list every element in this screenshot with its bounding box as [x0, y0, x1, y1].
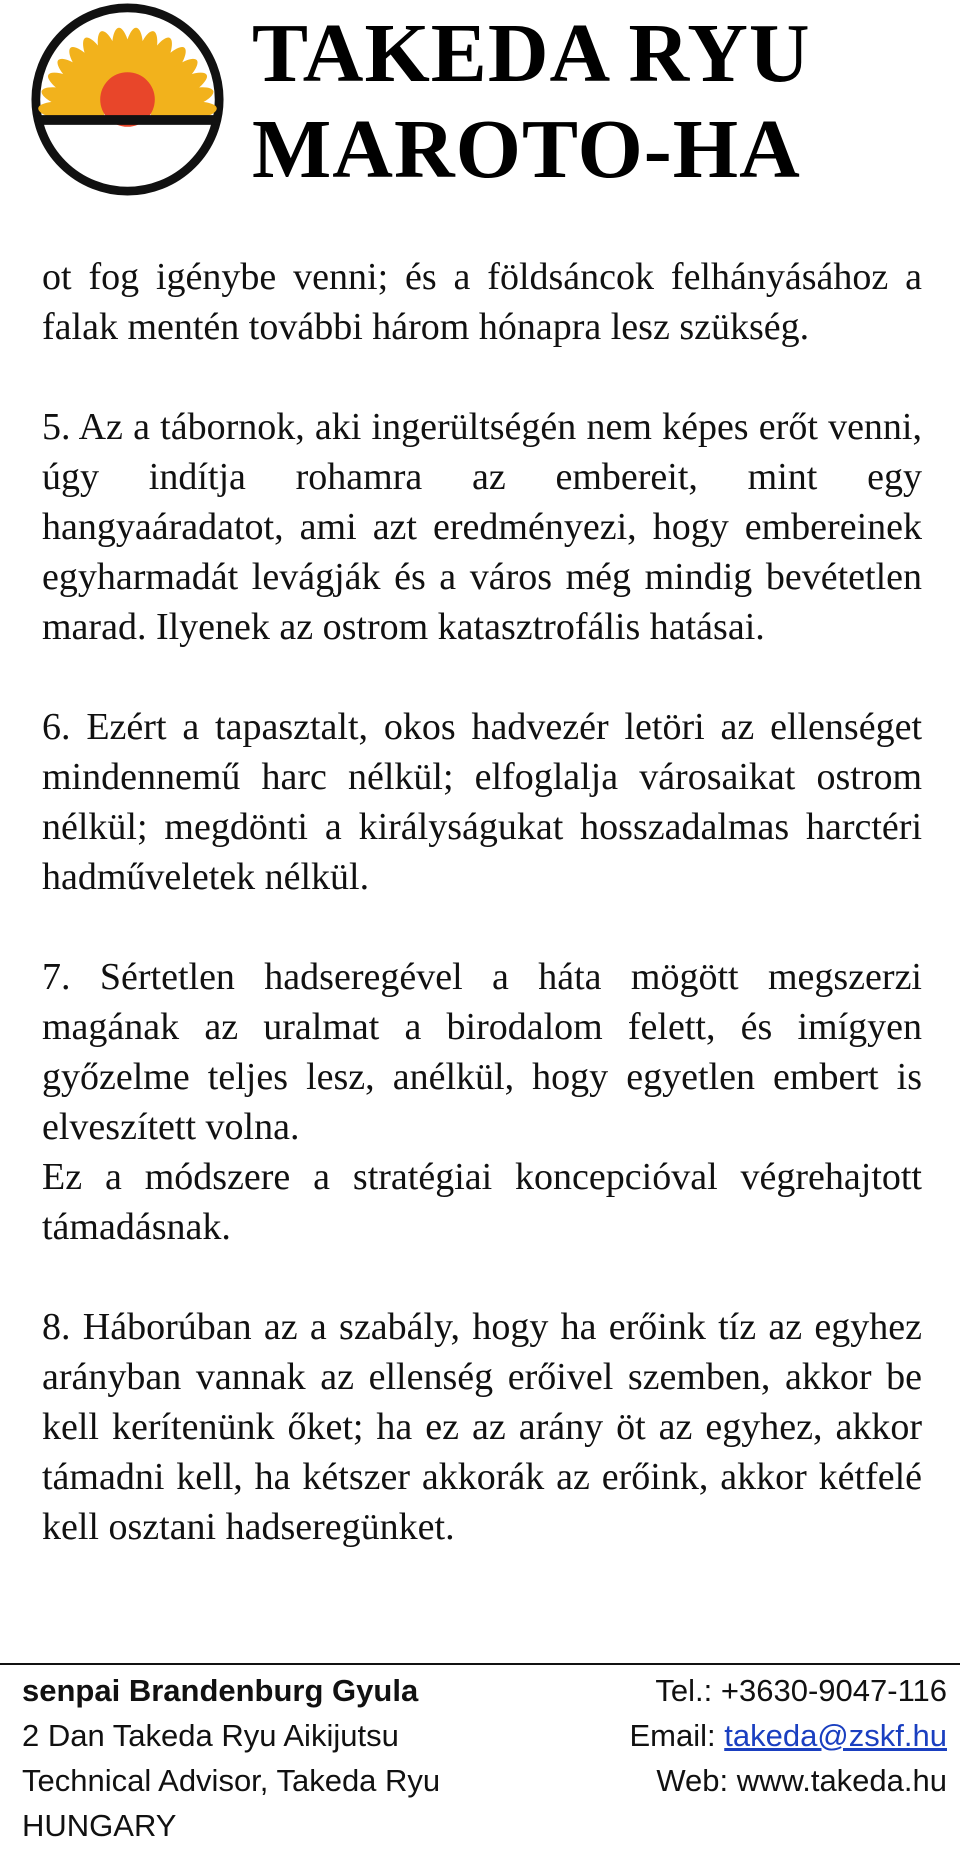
- paragraph-intro: ot fog igénybe venni; és a földsáncok felhányásához a falak mentén további három hónapra lesz szükség.: [42, 256, 922, 348]
- footer-contact-person: [22, 1668, 440, 1848]
- paragraph-5: 5. Az a tábornok, aki ingerültségén nem képes erőt venni, úgy indítja rohamra az embereit, mint egy hangyaáradatot, ami azt eredményezi, hogy embereinek egyharmadát levágják és a város még mindig bevétetlen marad. Ilyenek az ostrom katasztrofális hatásai.: [42, 406, 922, 648]
- footer-email-link[interactable]: takeda@zskf.hu: [724, 1718, 947, 1753]
- footer-contact-details: [629, 1668, 947, 1803]
- page-header: [0, 0, 960, 210]
- footer-country: HUNGARY: [22, 1808, 177, 1843]
- footer-email-row: [629, 1713, 947, 1758]
- paragraph-7: 7. Sértetlen hadseregével a háta mögött megszerzi magának az uralmat a birodalom felett, és imígyen győzelme teljes lesz, anélkül, hogy egyetlen embert is elveszített volna.: [42, 956, 922, 1148]
- title-line-1: TAKEDA RYU: [252, 7, 811, 100]
- page-title: [252, 6, 811, 198]
- footer-tel: Tel.: +3630-9047-116: [655, 1673, 947, 1708]
- title-line-2: MAROTO-HA: [252, 103, 801, 196]
- chrysanthemum-sun-logo-icon: [30, 2, 225, 197]
- footer-rank: 2 Dan Takeda Ryu Aikijutsu: [22, 1718, 399, 1753]
- paragraph-6: 6. Ezért a tapasztalt, okos hadvezér letöri az ellenséget mindennemű harc nélkül; elfoglalja városaikat ostrom nélkül; megdönti a királyságukat hosszadalmas harctéri hadműveletek nélkül.: [42, 706, 922, 898]
- paragraph-8: 8. Háborúban az a szabály, hogy ha erőink tíz az egyhez arányban vannak az ellenség erőivel szemben, akkor be kell kerítenünk őket; ha ez az arány öt az egyhez, akkor támadni kell, ha kétszer akkorák az erőink, akkor kétfelé kell osztani hadseregünket.: [42, 1306, 922, 1548]
- footer-divider: [0, 1663, 960, 1665]
- footer-web[interactable]: Web: www.takeda.hu: [656, 1763, 947, 1798]
- paragraph-7-continued: Ez a módszere a stratégiai koncepcióval végrehajtott támadásnak.: [42, 1156, 922, 1248]
- footer-role: Technical Advisor, Takeda Ryu: [22, 1763, 441, 1798]
- footer-name: senpai Brandenburg Gyula: [22, 1673, 419, 1708]
- document-body: [42, 252, 922, 1602]
- footer-email-label: Email:: [629, 1718, 716, 1753]
